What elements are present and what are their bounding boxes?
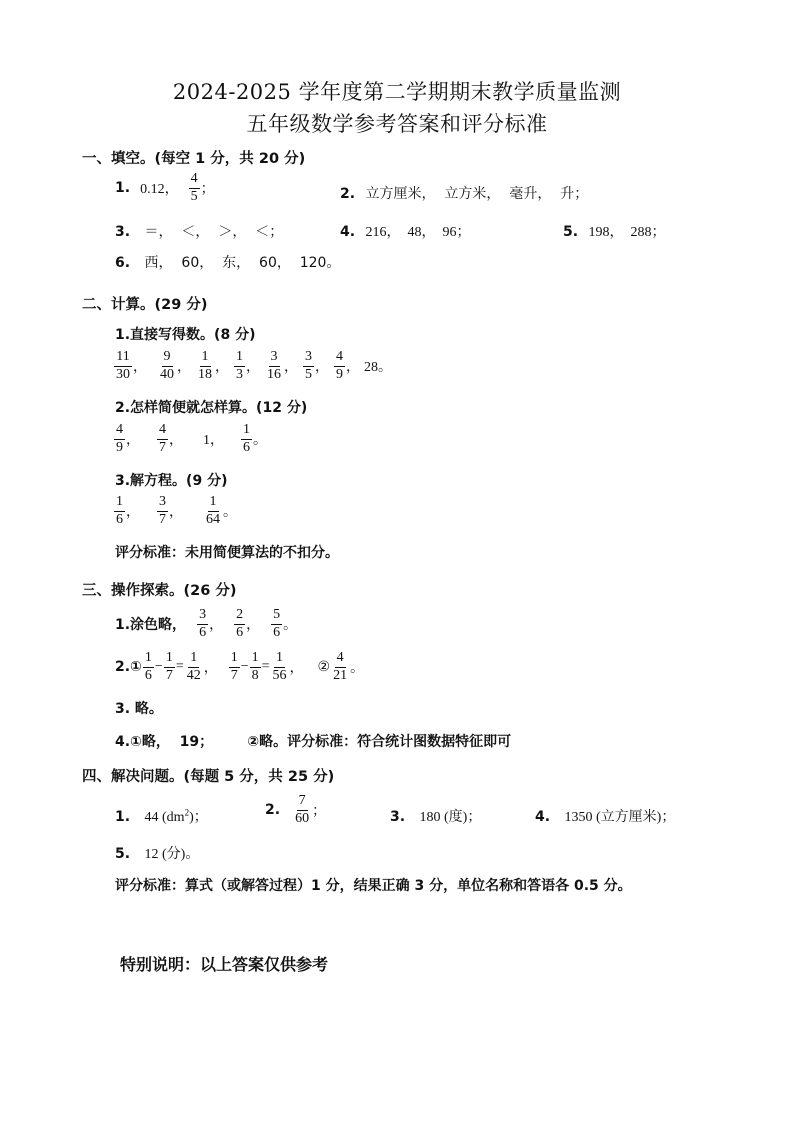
answer-text: 28。 [364,360,392,376]
fraction: $\frac{1}{8}$ [251,650,259,683]
s2-sub2-answers: $\frac{4}{9}$ ， $\frac{4}{7}$ ， 1， $\frac{1}{6}$ 。 [116,422,267,455]
page-subtitle: 五年级数学参考答案和评分标准 [246,112,548,136]
s1-q6 [115,252,340,272]
s1-q5 [563,221,666,241]
fraction: $\frac{1}{42}$ [186,650,201,683]
q-number: 4. [535,809,551,825]
fraction: $\frac{1}{7}$ [165,650,173,683]
answer-text: 180 (度)； [419,810,482,825]
s4-q1: 1. 44 $(dm^2)$； [115,807,208,825]
section-2-heading: 二、计算。(29 分) [82,297,208,313]
answer-text: 1， [203,433,224,449]
s4-q5 [115,843,199,863]
s4-note: 评分标准：算式（或解答过程）1 分，结果正确 3 分，单位名称和答语各 0.5 分。 [115,878,632,894]
s2-sub3-answers: $\frac{1}{6}$ ， $\frac{3}{7}$ ， $\frac{1}{64}$ 。 [116,494,237,527]
answer-text: 12 (分)。 [144,847,200,862]
answer-text: 立方厘米， 立方米， 毫升， 升； [365,186,589,202]
q-number: 6. [115,255,131,271]
q-number: 1. [115,180,131,197]
s1-q3 [115,221,283,241]
q-sublabel: ② [317,659,331,676]
fraction: $\frac{5}{6}$ [273,607,281,640]
s2-sub3-heading: 3.解方程。(9 分) [115,473,228,489]
s4-q3 [390,806,481,826]
q-number: 2. [265,802,281,819]
fraction: $\frac{3}{5}$ [305,349,312,382]
answer-end: ； [200,181,215,198]
s1-q4 [340,221,471,241]
answer-text: 216， 48， 96； [365,225,471,240]
q-number: 1. [115,809,131,825]
answer-text: 44 (dm [144,810,185,825]
q-number: 5. [115,846,131,862]
q-label: 2.① [115,659,142,676]
fraction: $\frac{1}{6}$ [116,494,123,527]
fraction: $\frac{4}{7}$ [159,422,166,455]
fraction: $\frac{1}{18}$ [198,349,212,382]
s2-sub2-heading: 2.怎样简便就怎样算。(12 分) [115,400,308,416]
answer-text: 198， 288； [588,225,666,240]
q-number: 3. [115,224,131,240]
answer-text: 西， 60， 东， 60， 120。 [144,255,341,271]
s2-note: 评分标准：未用简便算法的不扣分。 [115,545,339,561]
fraction: $\frac{4}{9}$ [116,422,123,455]
answer-text: ＝， ＜， ＞， ＜； [144,224,284,240]
fraction: $\frac{1}{3}$ [236,349,243,382]
fraction: $\frac{4}{5}$ [190,171,198,204]
section-3-heading: 三、操作探索。(26 分) [82,583,237,599]
fraction: $\frac{1}{7}$ [230,650,238,683]
s2-sub1-answers: $\frac{11}{30}$ ， $\frac{9}{40}$ ， $\frac{1}{18}$ ， $\frac{1}{3}$ ， $\frac{3}{16}$ ， $\frac{3}{5}$ ， $\frac{4}{9}$ ， 28。 [116,349,392,382]
special-note: 特别说明：以上答案仅供参考 [120,955,329,974]
fraction: $\frac{7}{60}$ [295,793,310,826]
s4-q2: 2. $\frac{7}{60}$ ； [265,793,327,826]
fraction: $\frac{2}{6}$ [236,607,244,640]
q-number: 2. [340,186,356,202]
q-label: 1.涂色略， [115,617,187,634]
fraction: $\frac{3}{7}$ [159,494,166,527]
s3-q1: 1.涂色略， $\frac{3}{6}$ ， $\frac{2}{6}$ ， $\frac{5}{6}$ 。 [115,607,298,640]
q-number: 3. [390,809,406,825]
s3-q3: 3. 略。 [115,701,163,717]
fraction: $\frac{9}{40}$ [160,349,174,382]
answer-text: 1350 (立方厘米)； [564,810,676,825]
s1-q1 [115,172,215,204]
s1-q2 [340,183,588,203]
fraction: $\frac{1}{64}$ [206,494,220,527]
fraction: $\frac{11}{30}$ [116,349,130,382]
q-number: 4. [340,224,356,240]
answer-text: 0.12， [140,182,179,198]
s2-sub1-heading: 1.直接写得数。(8 分) [115,327,256,343]
fraction: $\frac{1}{6}$ [243,422,250,455]
section-4-heading: 四、解决问题。(每题 5 分，共 25 分) [82,769,335,785]
fraction: $\frac{4}{9}$ [336,349,343,382]
fraction: $\frac{3}{16}$ [267,349,281,382]
section-1-heading: 一、填空。(每空 1 分，共 20 分) [82,151,306,167]
page-title: 2024-2025 学年度第二学期期末教学质量监测 [172,80,622,104]
fraction: $\frac{1}{56}$ [272,650,287,683]
q-number: 5. [563,224,579,240]
fraction: $\frac{3}{6}$ [199,607,207,640]
s3-q2: 2.① $\frac{1}{6}$ − $\frac{1}{7}$ = $\frac{1}{42}$ ， $\frac{1}{7}$ − $\frac{1}{8}$ = $\frac{1}{56}$ ， ② $\frac{4}{21}$ 。 [115,650,365,683]
s3-q4: 4.①略， 19； ②略。评分标准：符合统计图数据特征即可 [115,734,512,750]
fraction: $\frac{4}{21}$ [333,650,348,683]
s4-q4 [535,806,675,826]
fraction: $\frac{1}{6}$ [144,650,152,683]
